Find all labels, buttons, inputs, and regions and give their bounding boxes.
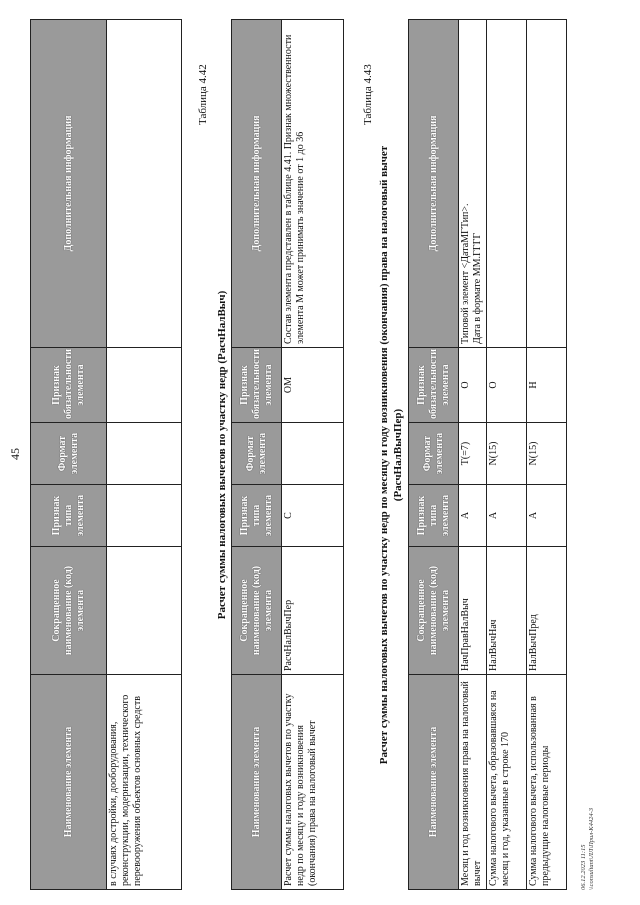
cell-format: N(15) bbox=[487, 423, 527, 485]
cell-short: НачПравНалВыч bbox=[459, 547, 487, 675]
cell-short: НалВычПред bbox=[527, 547, 567, 675]
cell-type: С bbox=[282, 485, 344, 547]
cell-info bbox=[107, 20, 182, 348]
cell-name: Месяц и год возникновения права на налоговый вычет bbox=[459, 675, 487, 890]
header-short: Сокращенное наименование (код) элемента bbox=[409, 547, 459, 675]
table-row bbox=[459, 20, 487, 890]
cell-required bbox=[107, 348, 182, 423]
cell-type bbox=[107, 485, 182, 547]
table-row bbox=[107, 20, 182, 890]
footer-path: \\consultant\ЛЛ\Прил-К4424-3 bbox=[588, 807, 596, 890]
table-row bbox=[527, 20, 567, 890]
table-header-row bbox=[232, 20, 282, 890]
table-4-42-number: Таблица 4.42 bbox=[197, 64, 209, 125]
cell-type: А bbox=[459, 485, 487, 547]
header-type: Признак типа элемента bbox=[409, 485, 459, 547]
cell-required: О bbox=[459, 348, 487, 423]
header-type: Признак типа элемента bbox=[31, 485, 107, 547]
cell-format bbox=[107, 423, 182, 485]
header-required: Признак обязательности элемента bbox=[232, 348, 282, 423]
header-info: Дополнительная информация bbox=[232, 20, 282, 348]
cell-name: Сумма налогового вычета, использованная в предыдущие налоговые периоды bbox=[527, 675, 567, 890]
table-4-43-caption: Расчет суммы налоговых вычетов по участку недр по месяцу и году возникновения (окончания) права на налоговый вычет bbox=[378, 145, 390, 765]
header-info: Дополнительная информация bbox=[409, 20, 459, 348]
cell-required: Н bbox=[527, 348, 567, 423]
table-4-43-caption-code: (РасчНалВычПер) bbox=[392, 408, 404, 502]
cell-info: Состав элемента представлен в таблице 4.41. Признак множественности элемента М может принимать значение от 1 до 36 bbox=[282, 20, 344, 348]
cell-short: РасчНалВычПер bbox=[282, 547, 344, 675]
page-number: 45 bbox=[8, 448, 22, 460]
header-required: Признак обязательности элемента bbox=[409, 348, 459, 423]
table-row bbox=[282, 20, 344, 890]
cell-name: Расчет суммы налоговых вычетов по участку недр по месяцу и году возникновения (окончания) права на налоговый вычет bbox=[282, 675, 344, 890]
cell-info bbox=[527, 20, 567, 348]
header-format: Формат элемента bbox=[31, 423, 107, 485]
cell-format bbox=[282, 423, 344, 485]
cell-info-line: Дата в формате ММ.ГГГГ bbox=[472, 232, 483, 344]
table-4-42-caption: Расчет суммы налоговых вычетов по участку недр (РасчНалВыч) bbox=[216, 290, 228, 620]
table-header-row bbox=[409, 20, 459, 890]
cell-name: в случаях достройки, дооборудования, реконструкции, модернизации, технического перевооружения объектов основных средств bbox=[107, 675, 182, 890]
header-required: Признак обязательности элемента bbox=[31, 348, 107, 423]
cell-type: А bbox=[527, 485, 567, 547]
header-format: Формат элемента bbox=[232, 423, 282, 485]
footer-date: 06.12.2023 11:15 bbox=[580, 844, 587, 890]
header-short: Сокращенное наименование (код) элемента bbox=[232, 547, 282, 675]
footer-stamp bbox=[580, 808, 596, 890]
cell-short: НалВычНач bbox=[487, 547, 527, 675]
cell-name: Сумма налогового вычета, образовавшаяся на месяц и год, указанные в строке 170 bbox=[487, 675, 527, 890]
table-continuation bbox=[30, 19, 182, 890]
header-name: Наименование элемента bbox=[409, 675, 459, 890]
header-type: Признак типа элемента bbox=[232, 485, 282, 547]
cell-format: N(15) bbox=[527, 423, 567, 485]
cell-required: О bbox=[487, 348, 527, 423]
cell-info bbox=[487, 20, 527, 348]
cell-info bbox=[459, 20, 487, 348]
cell-format: T(=7) bbox=[459, 423, 487, 485]
table-4-42 bbox=[231, 19, 344, 890]
header-name: Наименование элемента bbox=[31, 675, 107, 890]
cell-short bbox=[107, 547, 182, 675]
cell-info-line: Типовой элемент <ДатаМГТип>. bbox=[460, 203, 471, 344]
cell-type: А bbox=[487, 485, 527, 547]
table-4-43 bbox=[408, 19, 567, 890]
table-4-43-number: Таблица 4.43 bbox=[362, 64, 374, 125]
cell-required: ОМ bbox=[282, 348, 344, 423]
header-short: Сокращенное наименование (код) элемента bbox=[31, 547, 107, 675]
header-info: Дополнительная информация bbox=[31, 20, 107, 348]
table-header-row bbox=[31, 20, 107, 890]
header-name: Наименование элемента bbox=[232, 675, 282, 890]
table-row bbox=[487, 20, 527, 890]
header-format: Формат элемента bbox=[409, 423, 459, 485]
